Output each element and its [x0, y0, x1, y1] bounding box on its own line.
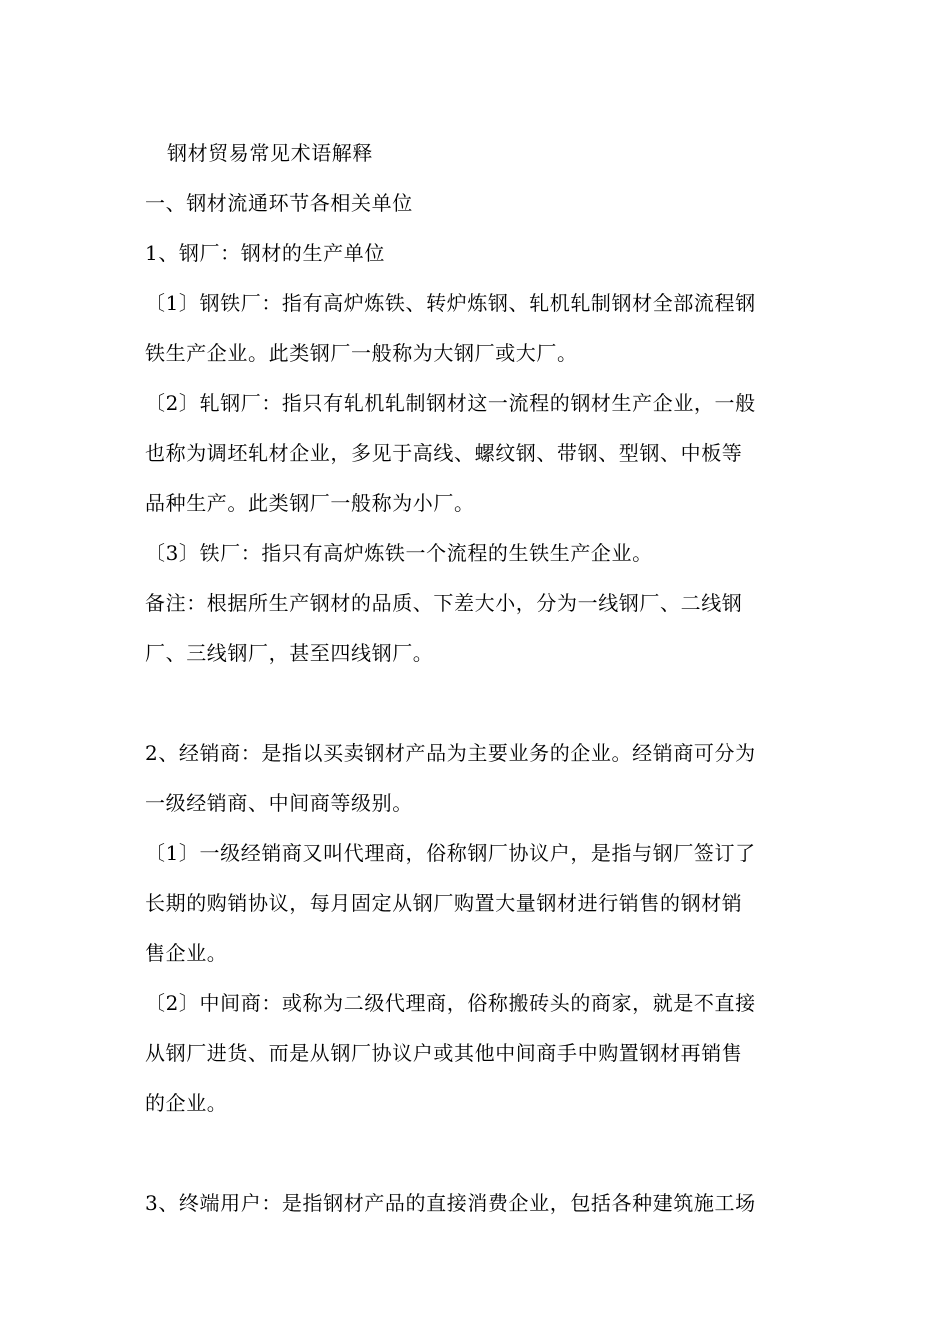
note-line: 厂、三线钢厂，甚至四线钢厂。 [145, 641, 434, 665]
paragraph-line: 〔2〕轧钢厂：指只有轧机轧制钢材这一流程的钢材生产企业，一般 [145, 391, 756, 415]
paragraph-line: 〔3〕铁厂：指只有高炉炼铁一个流程的生铁生产企业。 [145, 541, 653, 565]
document-body [145, 128, 810, 1228]
paragraph-line: 品种生产。此类钢厂一般称为小厂。 [145, 491, 475, 515]
paragraph-line: 铁生产企业。此类钢厂一般称为大钢厂或大厂。 [145, 341, 578, 365]
paragraph-line: 3、终端用户：是指钢材产品的直接消费企业，包括各种建筑施工场 [145, 1191, 756, 1215]
paragraph-line: 一级经销商、中间商等级别。 [145, 791, 413, 815]
paragraph-line: 长期的购销协议，每月固定从钢厂购置大量钢材进行销售的钢材销 [145, 891, 743, 915]
paragraph-line: 1、钢厂：钢材的生产单位 [145, 241, 385, 265]
blank-line [145, 678, 810, 728]
paragraph-line: 〔1〕一级经销商又叫代理商，俗称钢厂协议户，是指与钢厂签订了 [145, 841, 756, 865]
paragraph-line: 也称为调坯轧材企业，多见于高线、螺纹钢、带钢、型钢、中板等 [145, 441, 743, 465]
document-title: 钢材贸易常见术语解释 [167, 141, 373, 165]
note-line: 备注：根据所生产钢材的品质、下差大小，分为一线钢厂、二线钢 [145, 591, 743, 615]
paragraph-line: 从钢厂进货、而是从钢厂协议户或其他中间商手中购置钢材再销售 [145, 1041, 743, 1065]
paragraph-line: 售企业。 [145, 941, 228, 965]
paragraph-line: 的企业。 [145, 1091, 228, 1115]
paragraph-line: 〔2〕中间商：或称为二级代理商，俗称搬砖头的商家，就是不直接 [145, 991, 756, 1015]
section-heading: 一、钢材流通环节各相关单位 [145, 191, 413, 215]
paragraph-line: 2、经销商：是指以买卖钢材产品为主要业务的企业。经销商可分为 [145, 741, 756, 765]
paragraph-line: 〔1〕钢铁厂：指有高炉炼铁、转炉炼钢、轧机轧制钢材全部流程钢 [145, 291, 756, 315]
blank-line [145, 1128, 810, 1178]
